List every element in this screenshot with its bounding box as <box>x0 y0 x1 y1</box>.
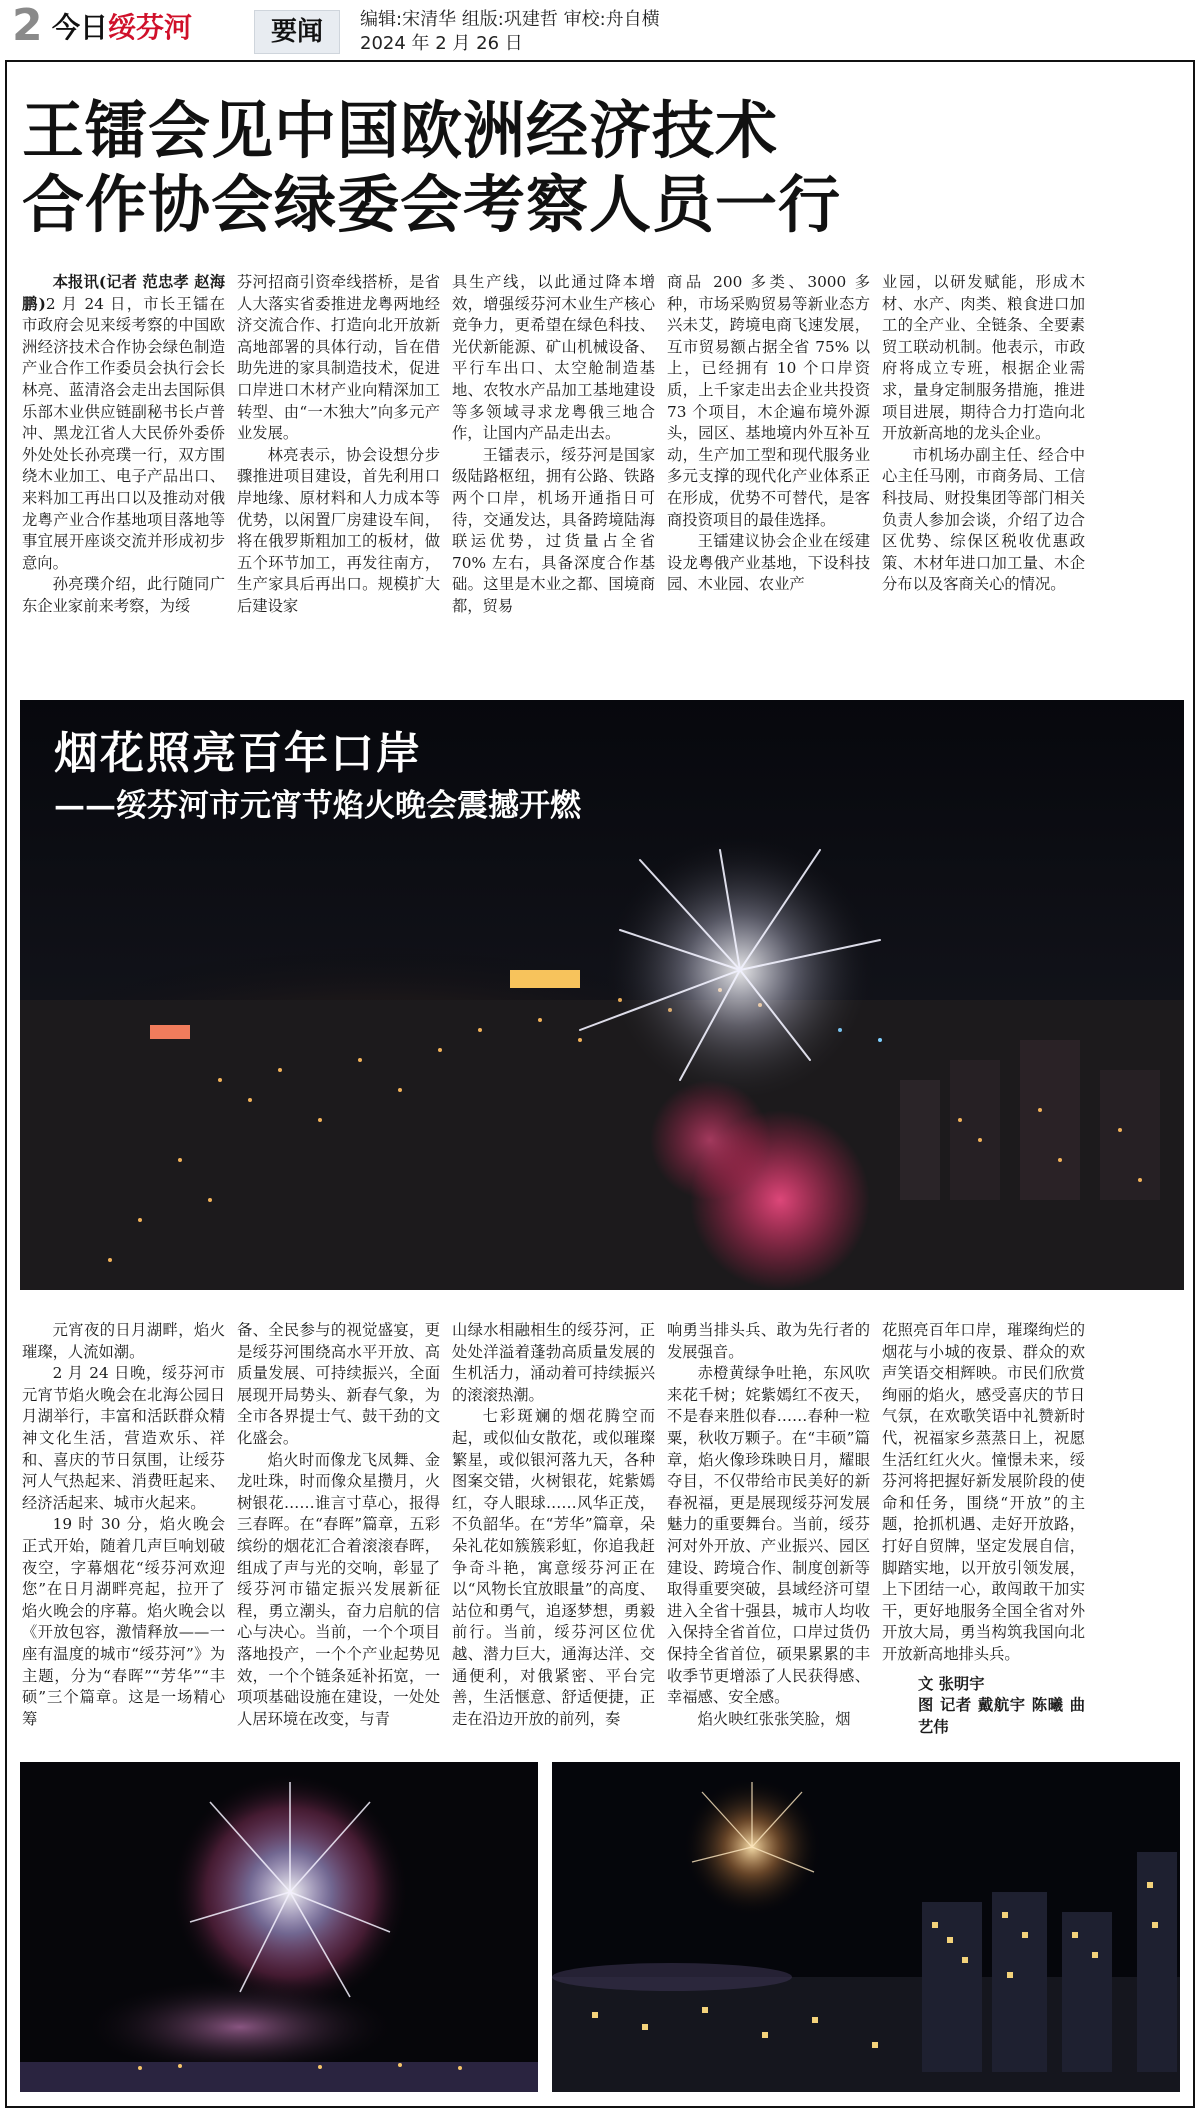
article1-columns <box>22 272 1085 632</box>
article2-column-4 <box>667 1320 870 1750</box>
article2-col3-para1: 山绿水相融相生的绥芬河，正处处洋溢着蓬勃高质量发展的生机活力，涌动着可持续振兴的滚滚热潮。 <box>452 1321 655 1404</box>
article1-col4-para2: 王镭建议协会企业在绥建设龙粤俄产业基地，下设科技园、木业园、农业产 <box>667 532 870 594</box>
article2-col5-para1: 花照亮百年口岸，璀璨绚烂的烟花与小城的夜景、群众的欢声笑语交相辉映。市民们欣赏绚丽的焰火，感受喜庆的节日气氛，在欢歌笑语中礼赞新时代，祝福家乡蒸蒸日上，祝愿生活红红火火。憧憬未来，绥芬河将把握好新发展阶段的使命和任务，围绕“开放”的主题，抢抓机遇、走好开放路，打好自贸牌，坚定发展自信，脚踏实地，以开放引领发展，上下团结一心，敢闯敢干加实干，更好地服务全国全省对外开放大局，勇当构筑我国向北开放新高地排头兵。 <box>882 1321 1085 1663</box>
paper-name-part2: 绥芬河 <box>108 11 193 44</box>
editor-credits <box>360 8 660 56</box>
article2-col1-para3: 19 时 30 分，焰火晚会正式开始，随着几声巨响划破夜空，字幕烟花“绥芬河欢迎您”在日月湖畔亮起，拉开了焰火晚会的序幕。焰火晚会以《开放包容，激情释放——一座有温度的城市“绥芬河”》为主题，分为“春晖”“芳华”“丰硕”三个篇章。这是一场精心筹 <box>22 1515 225 1728</box>
headline-line-2: 合作协会绿委会考察人员一行 <box>22 168 842 241</box>
article2-col2-para1: 备、全民参与的视觉盛宴，更是绥芬河围绕高水平开放、高质量发展、可持续振兴，全面展现开局势头、新春气象，为全市各界提士气、鼓干劲的文化盛会。 <box>237 1321 440 1447</box>
article1-col2-para2: 林亮表示，协会设想分步骤推进项目建设，首先利用口岸地缘、原材料和人力成本等优势，以闲置厂房建设车间，将在俄罗斯粗加工的板材，做五个环节加工，再发往南方，生产家具后再出口。规模扩大后建设家 <box>237 445 440 615</box>
paper-name <box>52 12 192 44</box>
article1-byline: 本报讯(记者 范忠孝 赵海鹏) <box>22 273 225 313</box>
fireworks-photo-right <box>552 1762 1180 2092</box>
article2-col3-para2: 七彩斑斓的烟花腾空而起，或似仙女散花，或似璀璨繁星，或似银河落九天，各种图案交错，火树银花，姹紫嫣红，夺人眼球……风华正茂，不负韶华。在“芳华”篇章，朵朵礼花如簇簇彩虹，你追我赶争奇斗艳，寓意绥芬河正在以“风物长宜放眼量”的高度、站位和勇气，追逐梦想，勇毅前行。当前，绥芬河区位优越、潜力巨大，通海达洋、交通便利，对俄紧密、平台完善，生活惬意、舒适便捷，正走在沿边开放的前列，奏 <box>452 1407 655 1728</box>
article2-column-3 <box>452 1320 655 1750</box>
article2-credits <box>882 1674 1085 1739</box>
article1-col5-para1: 业园，以研发赋能，形成木材、水产、肉类、粮食进口加工的全产业、全链条、全要素贸工联动机制。他表示，市政府将成立专班，根据企业需求，量身定制服务措施，推进项目进展，期待合力打造向北开放新高地的龙头企业。 <box>882 273 1085 443</box>
article1-column-4 <box>667 272 870 632</box>
headline-line-1: 王镭会见中国欧洲经济技术 <box>22 94 779 167</box>
masthead <box>0 0 1200 62</box>
article2-col4-para2: 赤橙黄绿争吐艳，东风吹来花千树；姹紫嫣红不夜天，不是春来胜似春……春种一粒粟，秋收万颗子。在“丰硕”篇章，焰火像珍珠映日月，耀眼夺目，不仅带给市民美好的新春祝福，更是展现绥芬河发展魅力的重要舞台。当前，绥芬河对外开放、产业振兴、园区建设、跨境合作、制度创新等取得重要突破，县域经济可望进入全省十强县，城市人均收入保持全省首位，口岸过货仍保持全省首位，硕果累累的丰收季节更增添了人民获得感、幸福感、安全感。 <box>667 1364 870 1707</box>
city-skyline <box>20 1000 1184 1290</box>
photo-credit: 图 记者 戴航宇 陈曦 曲艺伟 <box>918 1696 1085 1736</box>
fireworks-banner-photo <box>20 700 1184 1290</box>
article1-col1-text: 2 月 24 日，市长王镭在市政府会见来绥考察的中国欧洲经济技术合作协会绿色制造产业合作工作委员会执行会长林亮、蓝清洛会走出去国际俱乐部木业供应链副秘书长卢普冲、黑龙江省人大民侨外委侨外处处长孙亮璞一行，双方围绕木业加工、电子产品出口、来料加工再出口以及推动对俄龙粤产业合作基地项目落地等事宜展开座谈交流并形成初步意向。 <box>22 294 225 572</box>
banner-title: 烟花照亮百年口岸 <box>54 728 422 779</box>
fireworks-photo-left <box>20 1762 538 2092</box>
article1-column-1 <box>22 272 225 632</box>
main-headline <box>22 94 841 242</box>
photo-left-illustration <box>20 1762 538 2092</box>
article1-col3-para2: 王镭表示，绥芬河是国家级陆路枢纽，拥有公路、铁路两个口岸，机场开通指日可待，交通发达，具备跨境陆海联运优势，过货量占全省 70% 左右，具备深度合作基础。这里是木业之都、国境商都，贸易 <box>452 445 655 615</box>
article2-col1-para2: 2 月 24 日晚，绥芬河市元宵节焰火晚会在北海公园日月湖举行，丰富和活跃群众精神文化生活，营造欢乐、祥和、喜庆的节日氛围，让绥芬河人气热起来、消费旺起来、经济活起来、城市火起来。 <box>22 1364 225 1512</box>
article2-columns <box>22 1320 1085 1750</box>
article1-col2-para1: 芬河招商引资牵线搭桥，是省人大落实省委推进龙粤两地经济交流合作、打造向北开放新高地部署的具体行动，旨在借助先进的家具制造技术，促进口岸进口木材产业向精深加工转型、由“一木独大”向多元产业发展。 <box>237 273 440 443</box>
article2-col4-para3: 焰火映红张张笑脸，烟 <box>697 1709 851 1728</box>
article1-column-5 <box>882 272 1085 632</box>
paper-name-part1: 今日 <box>52 11 109 44</box>
text-credit: 文 张明宇 <box>918 1674 985 1693</box>
article2-col1-para1: 元宵夜的日月湖畔，焰火璀璨，人流如潮。 <box>22 1321 225 1361</box>
section-label: 要闻 <box>254 10 340 54</box>
article1-column-3 <box>452 272 655 632</box>
issue-date: 2024 年 2 月 26 日 <box>360 33 523 54</box>
article1-col5-para2: 市机场办副主任、经合中心主任马刚，市商务局、工信科技局、财投集团等部门相关负责人参加会谈，介绍了边合区优势、综保区税收优惠政策、木材年进口加工量、木企分布以及客商关心的情况。 <box>882 445 1085 594</box>
article1-column-2 <box>237 272 440 632</box>
firework-burst-pink-2 <box>650 1080 770 1200</box>
article2-col4-para1: 响勇当排头兵、敢为先行者的发展强音。 <box>667 1321 870 1361</box>
article1-lead <box>22 272 225 574</box>
editor-line: 编辑:宋清华 组版:巩建哲 审校:舟自横 <box>360 9 660 30</box>
article1-col4-para1: 商品 200 多类、3000 多种，市场采购贸易等新业态方兴未艾，跨境电商飞速发展，互市贸易额占据全省 75% 以上，已经拥有 10 个口岸资质，上千家走出去企业共投资 73 个项目，木企遍布境外源头，园区、基地境内外互补互动，生产加工型和现代服务业多元支撑的现代化产业体系正在形成，优势不可替代，是客商投资项目的最佳选择。 <box>667 273 870 529</box>
article1-col3-para1: 具生产线，以此通过降本增效，增强绥芬河木业生产核心竞争力，更希望在绿色科技、光伏新能源、矿山机械设备、平行车出口、太空舱制造基地、农牧水产品加工基地建设等多领域寻求龙粤俄三地合作，让国内产品走出去。 <box>452 273 655 443</box>
photo-right-illustration <box>552 1762 1180 2092</box>
page-number: 2 <box>12 0 43 51</box>
article2-col2-para2: 焰火时而像龙飞凤舞、金龙吐珠，时而像众星攒月，火树银花……谁言寸草心，报得三春晖。在“春晖”篇章，五彩缤纷的烟花汇合着滚滚春晖，组成了声与光的交响，彰显了绥芬河市锚定振兴发展新征程，勇立潮头，奋力启航的信心与决心。当前，一个个项目落地投产，一个个产业起势见效，一个个链条延补拓宽，一项项基础设施在建设，一处处人居环境在改变，与青 <box>237 1450 440 1728</box>
article2-column-2 <box>237 1320 440 1750</box>
article1-col1-para2: 孙亮璞介绍，此行随同广东企业家前来考察，为绥 <box>22 575 225 615</box>
article2-column-5 <box>882 1320 1085 1750</box>
article2-column-1 <box>22 1320 225 1750</box>
banner-subtitle: ——绥芬河市元宵节焰火晚会震撼开燃 <box>54 788 581 824</box>
